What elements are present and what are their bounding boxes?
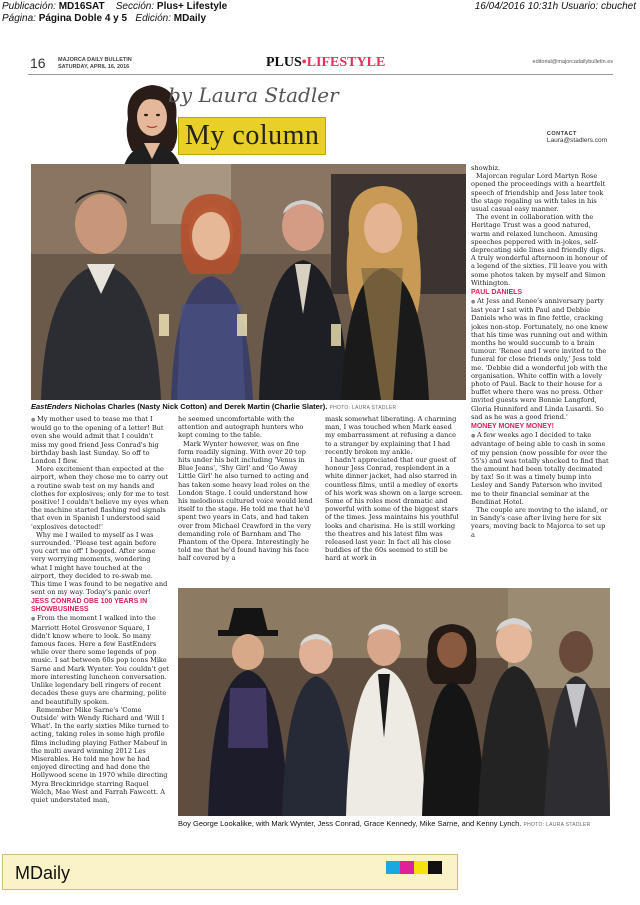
page-number: 16	[30, 55, 46, 71]
newspaper-page	[28, 53, 613, 843]
section-plus: PLUS	[266, 55, 302, 70]
column-title-box	[178, 117, 326, 155]
edition-label: Edición:	[135, 13, 171, 24]
section-value: Plus+ Lifestyle	[156, 1, 228, 12]
publication-value: MD16SAT	[58, 1, 105, 12]
col4-p3: The event in collaboration with the Heritage Trust was a good natured, warm and relaxed luncheon. Amusing speeches peppered with in-jokes, self-deprecating side lines and friendly digs. A truly wonderful afternoon in honour of a legend of the sixties. I'll leave you with some photos taken by myself and Simon Withington.	[471, 213, 608, 287]
col1-p5: Remember Mike Sarne's 'Come Outside' with Wendy Richard and 'Will I What'. In the early sixties Mike turned to acting, taking roles in some high profile films including playing Father Mabeuf in the multi award winning 2012 Les Miserables. He told me how he had enjoyed directing and had done the Hollywood scene in 1970 while directing Myra Breckinridge starring Raquel Welch, Mae West and Farrah Fawcett. A quiet understated man,	[31, 705, 169, 804]
subhead-paul-daniels: PAUL DANIELS	[471, 289, 523, 297]
meta-datetime	[475, 1, 636, 12]
col2-p1: he seemed uncomfortable with the attention and autograph hunters who kept coming to the table.	[178, 415, 304, 440]
photo2-caption	[178, 819, 590, 828]
color-registration-swatches	[386, 861, 442, 874]
edition-value: MDaily	[173, 13, 207, 24]
section-label: Sección:	[115, 1, 155, 12]
col3-p1: mask somewhat liberating. A charming man, I was touched when Mark eased my embarrassment at refusing a dance to a stranger by explaining that I had recently broken my ankle.	[325, 415, 457, 456]
col4-p2: Majorcan regular Lord Martyn Rose opened the proceedings with a heartfelt speech of friendship and Jess later took the stage regaling us with tales in his usual casual easy manner.	[471, 172, 606, 214]
col1-p4: ● From the moment I walked into the Marriott Hotel Grosvenor Square, I didn't know where to look. So many famous faces. Here a few EastEnders while over there some legends of pop music. I sat between 60s pop icons Mike Sarne and Mark Wynter. You couldn't get more interesting luncheon conversation. Unlike legendary bell ringers of recent decades these guys are charming, polite and beautifully spoken.	[31, 614, 169, 705]
publication-name: MAJORCA DAILY BULLETIN	[58, 57, 132, 63]
col1-p3: Why me I wailed to myself as I was surrounded. 'Please test again before you cart me off' I begged. After some very worrying moments, wondering what I might have touched at the airport, they decided to re-swab me. This time I was found to be negative and sent on my way. Today's panic over!	[31, 530, 168, 597]
meta-line-1	[2, 1, 227, 12]
col1-p1: ● My mother used to tease me that I would go to the opening of a letter! But even she would admit that I couldn't miss my good friend Jess Conrad's big birthday bash last Sunday. So off to London I flew.	[31, 415, 169, 465]
subhead-jess-conrad: JESS CONRAD OBE 100 YEARS IN SHOWBUSINESS	[31, 598, 148, 614]
swatch-cyan	[386, 861, 400, 874]
col4-p6: The couple are moving to the island, or in Sandy's case after living here for six years, moving back to Majorca to set up a	[471, 505, 608, 539]
celebrity-group-photo	[178, 588, 610, 816]
contact-label: CONTACT	[546, 131, 577, 137]
meta-date: 16/04/2016	[474, 1, 525, 12]
footer-label: MDaily	[15, 863, 71, 883]
publication-date: SATURDAY, APRIL 16, 2016	[58, 64, 130, 70]
publishing-meta-strip	[0, 0, 640, 26]
photo2-credit: PHOTO: LAURA STADLER	[523, 822, 591, 828]
meta-line-2	[2, 13, 206, 24]
subhead-money: MONEY MONEY MONEY!	[471, 423, 554, 431]
folio-bar	[28, 53, 613, 75]
byline: by Laura Stadler	[168, 83, 339, 107]
col3-p2: I hadn't appreciated that our guest of honour Jess Conrad, resplendent in a white dinner jacket, had also starred in countless films, until a medley of exerts of his work was shown on a large screen. Some of his roles most dramatic and powerful with some of the biggest stars of the times. Jess maintains his youthful looks and charisma. He is still working the theatres and his latest film was released last year. In fact all his close buddies of the 60s seemed to still be hard at work in	[325, 456, 463, 563]
section-heading	[266, 55, 385, 71]
editorial-email: editorial@majorcadailybulletin.es	[532, 59, 613, 65]
photo1-caption-em: EastEnders	[31, 402, 73, 411]
page-label: Página:	[2, 13, 36, 24]
col4-p1: showbiz.	[471, 164, 501, 172]
swatch-magenta	[400, 861, 414, 874]
eastenders-group-photo	[31, 164, 466, 400]
section-lifestyle: LIFESTYLE	[306, 55, 386, 70]
photo2-caption-text: Boy George Lookalike, with Mark Wynter, Jess Conrad, Grace Kennedy, Mike Sarne, and Kenny Lynch.	[178, 819, 522, 828]
contact-block	[547, 131, 607, 144]
column-title: My column	[185, 120, 320, 151]
article-column-1	[31, 415, 169, 835]
section-dot: •	[301, 55, 307, 70]
footer-label-box	[2, 854, 458, 890]
col1-p2: More excitement than expected at the airport, when they chose me to carry out a routine swab test on my hands and clothes for explosives; only for me to test positive! I couldn't believe my eyes when the machine started flashing red signals that even in Spanish I understood said 'explosives detected!'	[31, 465, 169, 531]
photo1-caption-text: Nicholas Charles (Nasty Nick Cotton) and Derek Martin (Charlie Slater).	[72, 402, 328, 411]
photo1-credit: PHOTO: LAURA STADLER	[329, 405, 397, 411]
publication-block	[58, 57, 132, 71]
meta-time-user: 10:31h Usuario: cbuchet	[527, 1, 636, 12]
photo1-caption	[31, 402, 396, 411]
article-column-4	[471, 164, 611, 584]
article-column-3	[325, 415, 463, 585]
col2-p2: Mark Wynter however, was on fine form readily signing. With over 20 top hits under his belt including 'Venus in Blue Jeans', 'Shy Girl' and 'Go Away Little Girl' he also turned to acting and has taken some heavy lead roles on the London Stage. I could understand how his melodious cultured voice would lend itself to the stage. He told me that he'd spent two years in Cats, and had taken over from Michael Crawford in the very demanding role of Barnham and The Phantom of the Opera. Interestingly he told me that he'd found having his face half covered by a	[178, 439, 313, 563]
page-value: Página Doble 4 y 5	[38, 13, 128, 24]
col4-p4: ● At Jess and Renee's anniversary party last year I sat with Paul and Debbie Daniels who was in fine fettle, cracking jokes non-stop. Fortunately, no one knew that his time was running out and within months he would succumb to a brain tumour. 'Renee and I were invited to the funeral for close friends only,' Jess told me. 'Debbie did a wonderful job with the organisation. White coffin with a lovely photo of Paul. Back to their house for a buffet where there was no press. Other invited guests were Bonnie Langford, Gloria Hunniford and Linda Lusardi. So sad as he was a good friend.'	[471, 297, 611, 421]
article-column-2	[178, 415, 316, 585]
swatch-black	[428, 861, 442, 874]
col4-p5: ● A few weeks ago I decided to take advantage of being able to cash in some of my pension (now possible for over the 55's) and was totally shocked to find that the amount had been totally decimated by tax! So it was a timely bump into Lesley and Sandy Paterson who invited me to their financial seminar at the Bendinat Hotel.	[471, 431, 611, 506]
swatch-yellow	[414, 861, 428, 874]
contact-email: Laura@stadlers.com	[546, 137, 607, 144]
publication-label: Publicación:	[2, 1, 56, 12]
footer	[0, 852, 640, 905]
